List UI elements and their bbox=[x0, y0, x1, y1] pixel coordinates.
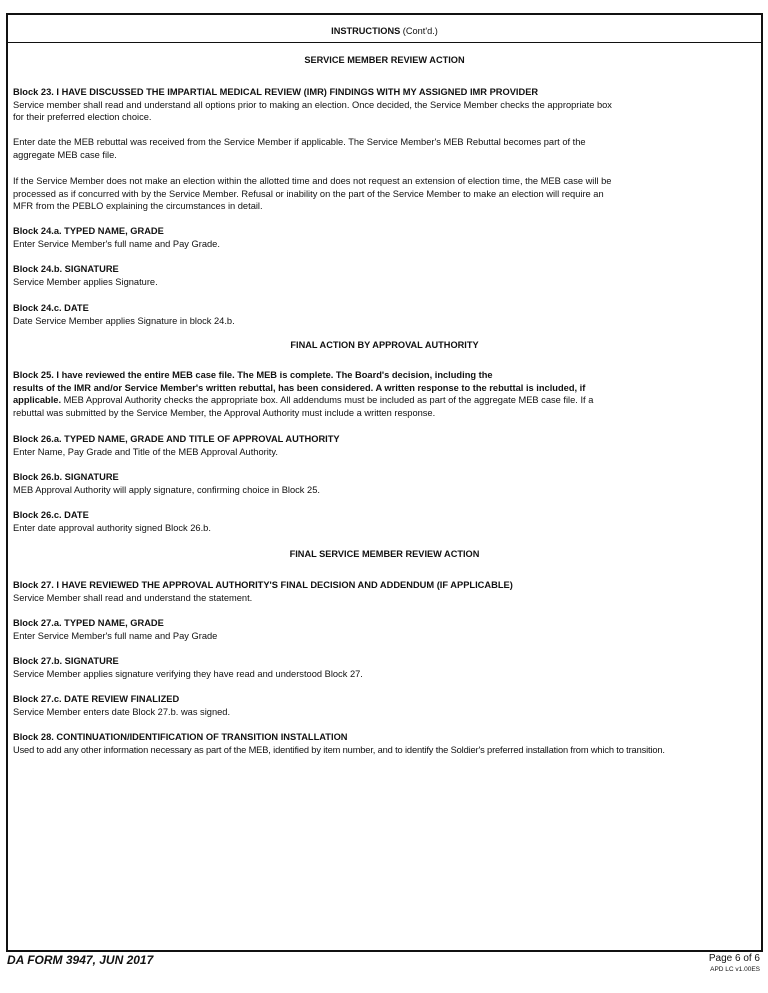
form-version: APD LC v1.00ES bbox=[710, 966, 760, 973]
block-23 bbox=[13, 86, 758, 124]
block-text: Used to add any other information necessary as part of the MEB, identified by item number, and to identify the Soldier's preferred installation from which to transition. bbox=[13, 744, 665, 755]
block-text: Enter Service Member's full name and Pay Grade. bbox=[13, 238, 220, 249]
block-heading: Block 27.b. SIGNATURE bbox=[13, 656, 119, 666]
block-25 bbox=[13, 369, 758, 419]
block-heading: results of the IMR and/or Service Member's written rebuttal, has been considered. A written response to the rebuttal is included, if bbox=[13, 382, 586, 393]
title-text: INSTRUCTIONS bbox=[331, 26, 401, 37]
instructions-title bbox=[17, 26, 751, 37]
page-number: Page 6 of 6 bbox=[708, 953, 760, 964]
block-26b bbox=[13, 471, 758, 496]
block-27c bbox=[13, 693, 758, 718]
block-heading: Block 27.a. TYPED NAME, GRADE bbox=[13, 618, 164, 628]
block-text: Enter date the MEB rebuttal was received from the Service Member if applicable. The Service Member's MEB Rebuttal becomes part of the bbox=[13, 137, 586, 147]
block-heading: Block 28. CONTINUATION/IDENTIFICATION OF TRANSITION INSTALLATION bbox=[13, 732, 348, 742]
block-text: MEB Approval Authority checks the appropriate box. All addendums must be included as part of the aggregate MEB case file. If a bbox=[63, 395, 594, 406]
block-text: processed as if concurred with by the Service Member. Refusal or inability on the part of the Service Member to make an election will require an bbox=[13, 188, 604, 199]
block-24a bbox=[13, 225, 758, 250]
block-text: MEB Approval Authority will apply signature, confirming choice in Block 25. bbox=[13, 484, 320, 495]
block-27 bbox=[13, 579, 758, 604]
block-heading: Block 23. I HAVE DISCUSSED THE IMPARTIAL MEDICAL REVIEW (IMR) FINDINGS WITH MY ASSIGNED IMR PROVIDER bbox=[13, 87, 539, 97]
section-heading: SERVICE MEMBER REVIEW ACTION bbox=[304, 55, 465, 66]
block-26a bbox=[13, 433, 758, 458]
block-text: If the Service Member does not make an election within the allotted time and does not request an extension of election time, the MEB case will be bbox=[13, 176, 612, 186]
form-number: DA FORM 3947, JUN 2017 bbox=[7, 953, 154, 967]
block-27b bbox=[13, 655, 758, 680]
block-text: Enter Name, Pay Grade and Title of the MEB Approval Authority. bbox=[13, 446, 278, 457]
page-info bbox=[709, 953, 760, 975]
header-divider bbox=[6, 42, 763, 43]
section-heading: FINAL ACTION BY APPROVAL AUTHORITY bbox=[290, 340, 479, 351]
block-heading: Block 27. I HAVE REVIEWED THE APPROVAL AUTHORITY'S FINAL DECISION AND ADDENDUM (IF APPLICABLE) bbox=[13, 580, 513, 590]
block-heading: Block 26.b. SIGNATURE bbox=[13, 472, 119, 482]
block-text: rebuttal was submitted by the Service Member, the Approval Authority must include a written response. bbox=[13, 407, 436, 418]
block-text: Service Member applies Signature. bbox=[13, 276, 158, 287]
block-text: Enter date approval authority signed Block 26.b. bbox=[13, 522, 211, 533]
block-text: MFR from the PEBLO explaining the circumstances in detail. bbox=[13, 201, 263, 212]
block-23-paragraph bbox=[13, 136, 758, 161]
block-28 bbox=[13, 731, 758, 756]
block-heading: Block 27.c. DATE REVIEW FINALIZED bbox=[13, 694, 180, 704]
block-26c bbox=[13, 509, 758, 534]
block-text: Service Member shall read and understand the statement. bbox=[13, 592, 253, 603]
block-heading: Block 24.b. SIGNATURE bbox=[13, 264, 119, 274]
block-text: aggregate MEB case file. bbox=[13, 149, 117, 160]
section-heading: FINAL SERVICE MEMBER REVIEW ACTION bbox=[289, 549, 480, 560]
block-heading: Block 26.c. DATE bbox=[13, 510, 89, 520]
title-suffix: (Cont'd.) bbox=[402, 26, 438, 37]
block-24c bbox=[13, 302, 758, 327]
block-heading: Block 24.a. TYPED NAME, GRADE bbox=[13, 226, 164, 236]
block-heading: Block 25. I have reviewed the entire MEB case file. The MEB is complete. The Board's decision, including the bbox=[13, 370, 493, 380]
block-heading: Block 26.a. TYPED NAME, GRADE AND TITLE OF APPROVAL AUTHORITY bbox=[13, 434, 340, 444]
block-23-paragraph bbox=[13, 175, 758, 213]
block-27a bbox=[13, 617, 758, 642]
block-text: Enter Service Member's full name and Pay Grade bbox=[13, 630, 218, 641]
block-text: Service Member enters date Block 27.b. was signed. bbox=[13, 706, 231, 717]
block-text: Service member shall read and understand all options prior to making an election. Once decided, the Service Member checks the appropriate box bbox=[13, 99, 612, 110]
block-text: Service Member applies signature verifying they have read and understood Block 27. bbox=[13, 668, 363, 679]
block-heading: Block 24.c. DATE bbox=[13, 303, 89, 313]
block-text: Date Service Member applies Signature in block 24.b. bbox=[13, 315, 235, 326]
block-heading: applicable. bbox=[13, 395, 62, 406]
block-24b bbox=[13, 263, 758, 288]
block-text: for their preferred election choice. bbox=[13, 112, 152, 123]
